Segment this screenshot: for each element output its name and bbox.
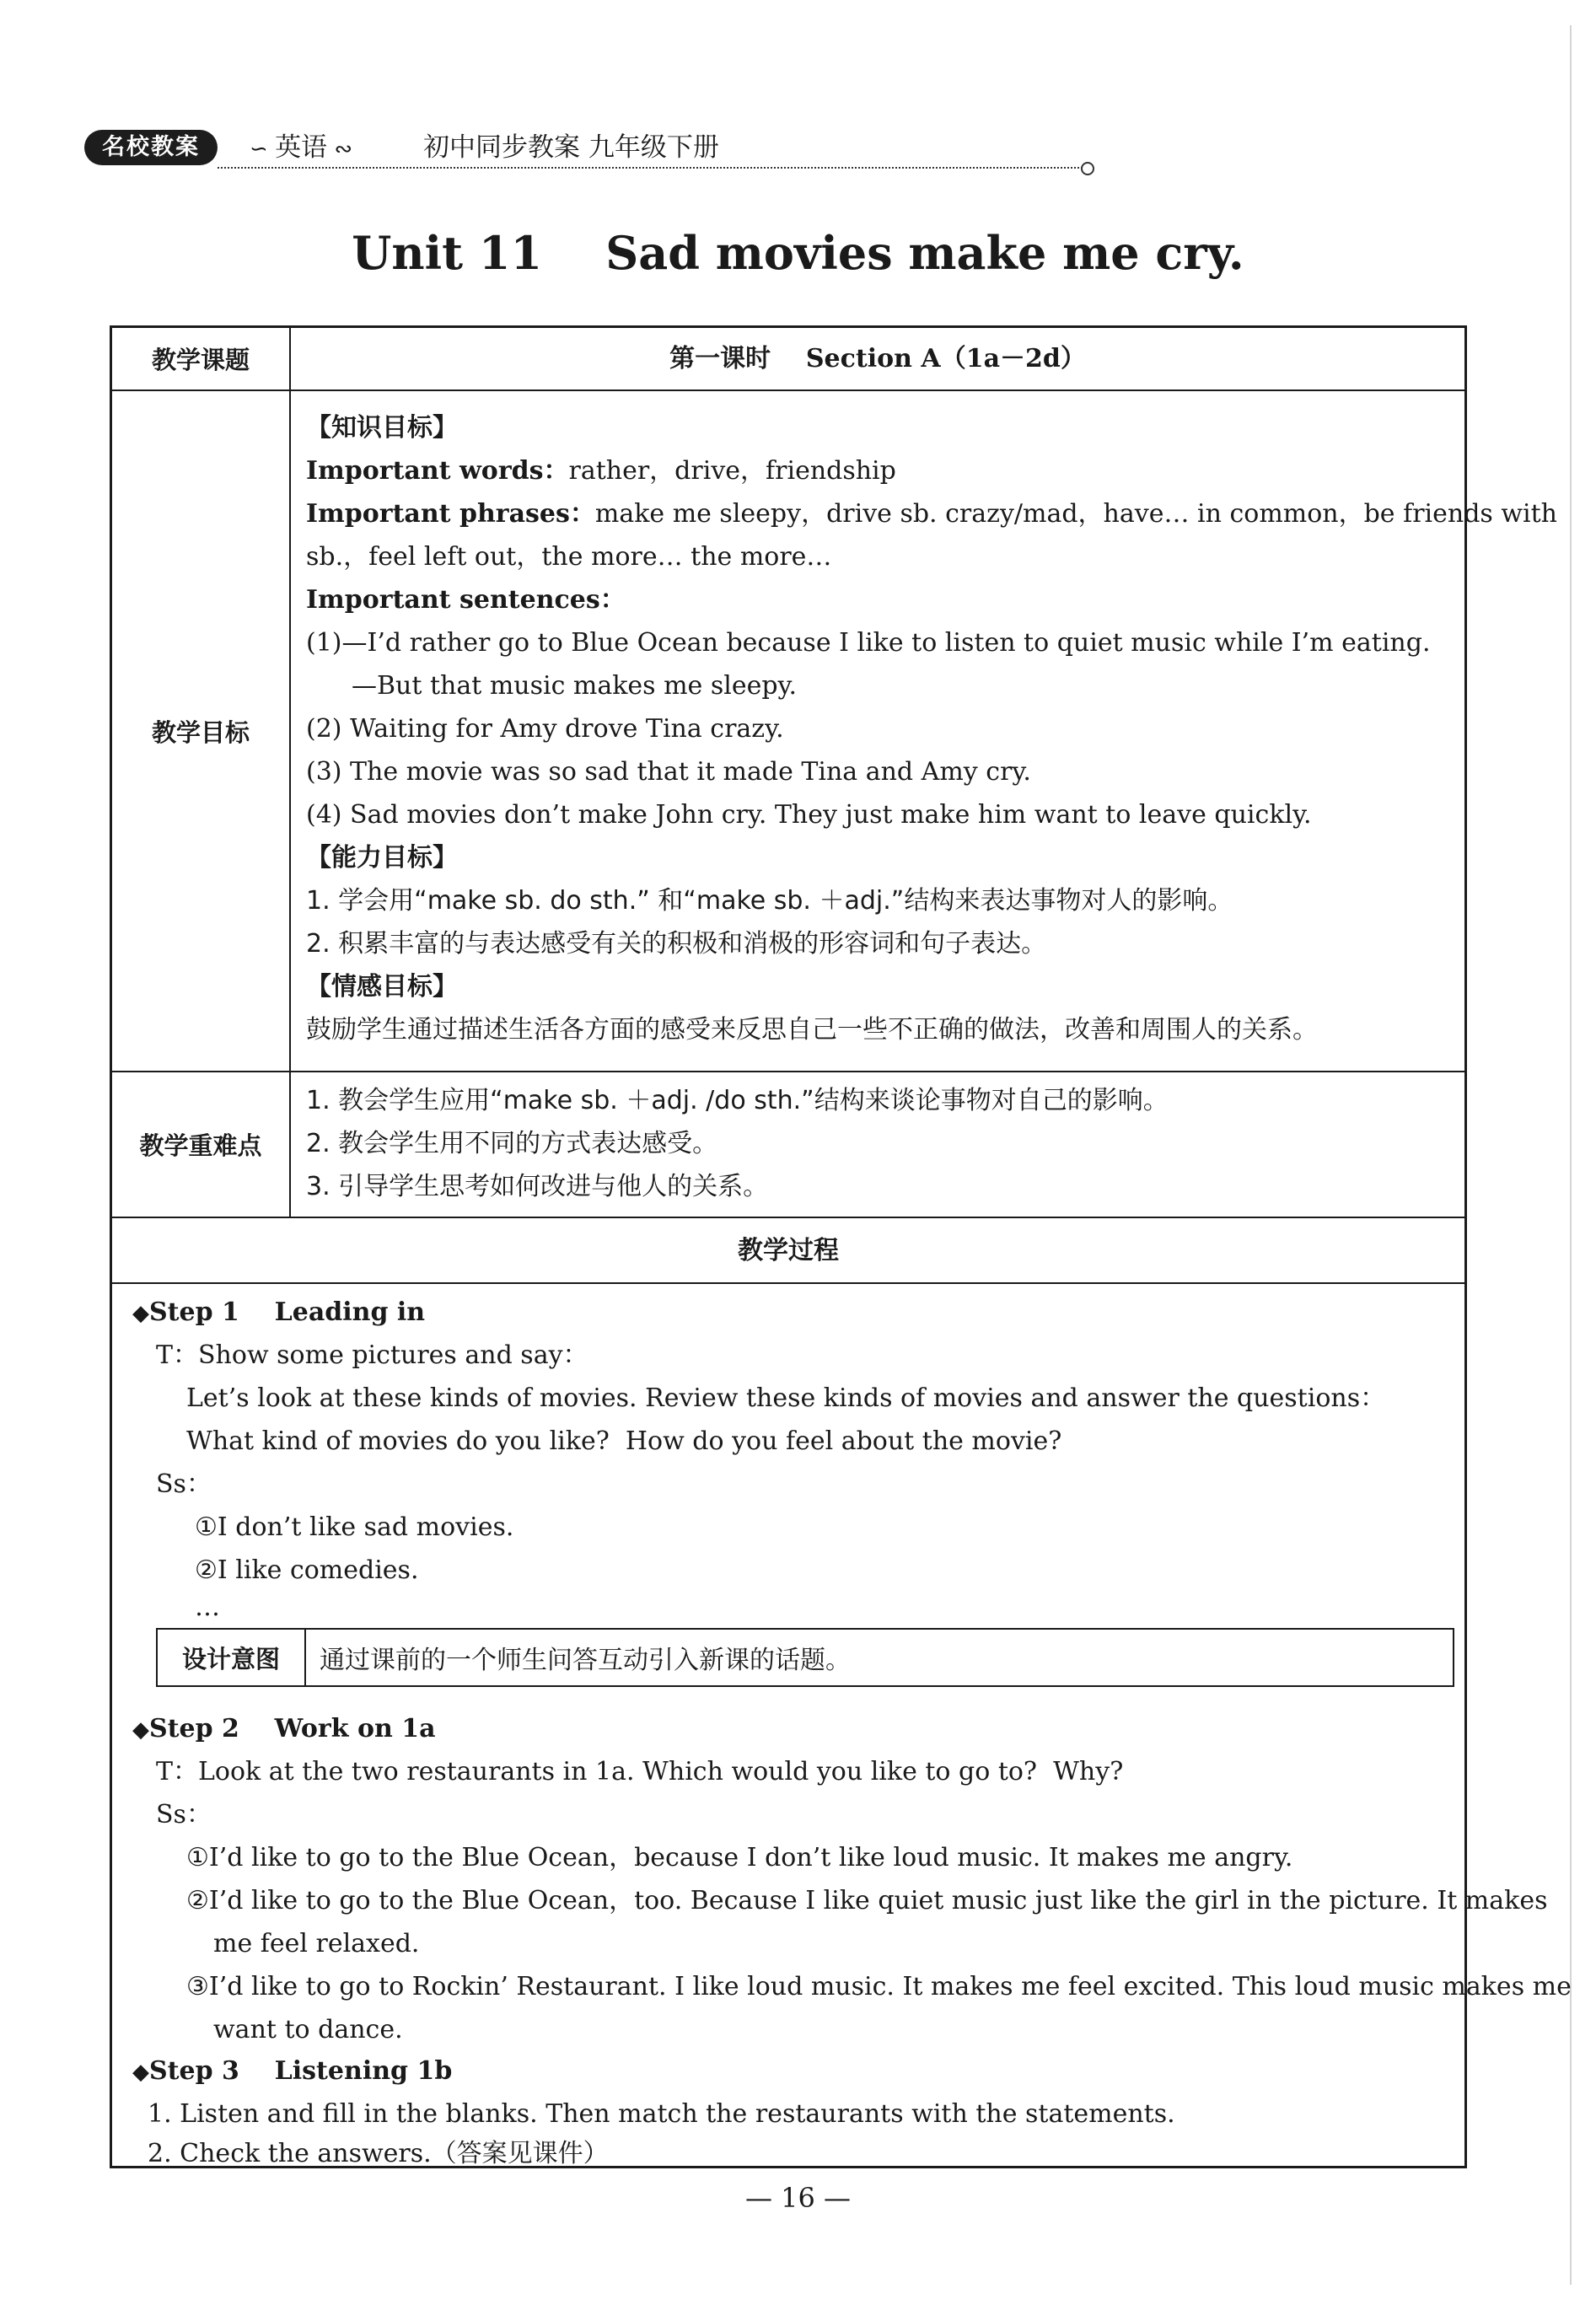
words-label: Important words： [306,456,569,486]
knowledge-heading: 【知识目标】 [306,413,458,443]
step-2-teacher: T：Look at the two restaurants in 1a. Which would you like to go to? Why? [156,1757,1124,1786]
step-2-answer-1: ①I’d like to go to the Blue Ocean，because I don’t like loud music. It makes me angry. [186,1843,1293,1872]
emotion-heading: 【情感目标】 [306,972,458,1002]
goals-label: 教学目标 [112,391,291,1071]
ability-item-2: 2. 积累丰富的与表达感受有关的积极和消极的形容词和句子表达。 [306,929,1047,959]
sentences-label: Important sentences： [306,585,626,615]
page-edge-line [1570,25,1572,2285]
step-1-students: Ss： [156,1469,212,1499]
lesson-section-title: 第一课时 Section A（1a－2d） [669,344,1086,373]
sentence-4: (4) Sad movies don’t make John cry. They just make him want to leave quickly. [306,800,1312,830]
key-points-row [112,1072,1464,1218]
step-1-answer-1: ①I don’t like sad movies. [195,1512,514,1542]
swirl-ornament-left-icon: ∽ [250,137,276,162]
sentence-1b: —But that music makes me sleepy. [352,671,798,701]
step-1-title: Step 1 Leading in [149,1297,426,1327]
sentence-2: (2) Waiting for Amy drove Tina crazy. [306,714,784,744]
subject-text: 英语 [275,132,328,163]
diamond-bullet-icon: ◆ [132,1717,149,1743]
step-1-teacher-line-2: What kind of movies do you like? How do you feel about the movie? [186,1426,1062,1456]
ability-item-1: 1. 学会用“make sb. do sth.” 和“make sb. ＋adj.”结构来表达事物对人的影响。 [306,886,1233,916]
diamond-bullet-icon: ◆ [132,1301,149,1326]
brand-logo: 名校教案 [84,130,218,165]
key-point-2: 2. 教会学生用不同的方式表达感受。 [306,1129,718,1158]
phrases-continued: sb.，feel left out，the more… the more… [306,542,832,572]
step-1-teacher: T：Show some pictures and say： [156,1340,588,1370]
topic-label: 教学课题 [112,328,291,389]
step-3-item-2: 2. Check the answers.（答案见课件） [148,2139,609,2168]
key-points-label: 教学重难点 [112,1072,291,1217]
subject-label [250,126,352,170]
goals-row [112,391,1557,1072]
step-1-answer-2: ②I like comedies. [195,1555,419,1585]
phrases-list: make me sleepy，drive sb. crazy/mad，have… in common，be friends with [594,499,1557,529]
step-2-students: Ss： [156,1800,212,1829]
step-2-answer-3: ③I’d like to go to Rockin’ Restaurant. I like loud music. It makes me feel excited. This loud music makes me [186,1972,1572,2001]
words-list: rather，drive，friendship [568,456,896,486]
ability-heading: 【能力目标】 [306,843,458,873]
topic-row [112,328,1464,391]
topic-cell [291,328,1464,389]
step-3-heading [132,2053,452,2091]
step-2-title: Step 2 Work on 1a [149,1714,436,1743]
step-2-answer-2: ②I’d like to go to the Blue Ocean，too. Because I like quiet music just like the girl in the picture. It makes [186,1886,1548,1915]
design-intent-text: 通过课前的一个师生问答互动引入新课的话题。 [320,1646,851,1675]
step-2-heading [132,1711,436,1749]
step-1-heading [132,1294,425,1332]
emotion-item-1: 鼓励学生通过描述生活各方面的感受来反思自己一些不正确的做法，改善和周围人的关系。 [306,1015,1318,1045]
process-title: 教学过程 [738,1236,839,1265]
goals-cell [291,391,1557,1071]
important-words-line [306,453,1464,490]
book-title: 初中同步教案 九年级下册 [423,132,719,163]
step-2-answer-2-cont: me feel relaxed. [213,1929,420,1958]
step-3-item-1: 1. Listen and fill in the blanks. Then match the restaurants with the statements. [148,2099,1175,2129]
important-phrases-line [306,496,1557,533]
step-3-title: Step 3 Listening 1b [149,2056,453,2086]
unit-title: Unit 11 Sad movies make me cry. [352,226,1244,280]
running-header [84,126,1088,177]
header-rule [218,167,1086,169]
header-dot-icon [1081,162,1094,175]
phrases-label: Important phrases： [306,499,595,529]
swirl-ornament-right-icon: ∾ [327,137,353,162]
step-1-ellipsis: … [195,1593,220,1622]
design-intent-label: 设计意图 [158,1630,306,1685]
process-title-row [112,1218,1464,1284]
page-number: — 16 — [744,2182,852,2214]
key-point-3: 3. 引导学生思考如何改进与他人的关系。 [306,1172,769,1201]
diamond-bullet-icon: ◆ [132,2060,149,2085]
sentence-1a: (1)—I’d rather go to Blue Ocean because I like to listen to quiet music while I’m eating. [306,628,1431,658]
lesson-plan-table [110,325,1572,2168]
sentence-3: (3) The movie was so sad that it made Tina and Amy cry. [306,757,1031,787]
step-1-teacher-line-1: Let’s look at these kinds of movies. Review these kinds of movies and answer the questions： [186,1383,1386,1413]
design-intent-box [156,1628,1454,1687]
step-2-answer-3-cont: want to dance. [213,2015,403,2044]
key-points-cell [291,1072,1464,1217]
key-point-1: 1. 教会学生应用“make sb. ＋adj. /do sth.”结构来谈论事物对自己的影响。 [306,1086,1169,1115]
